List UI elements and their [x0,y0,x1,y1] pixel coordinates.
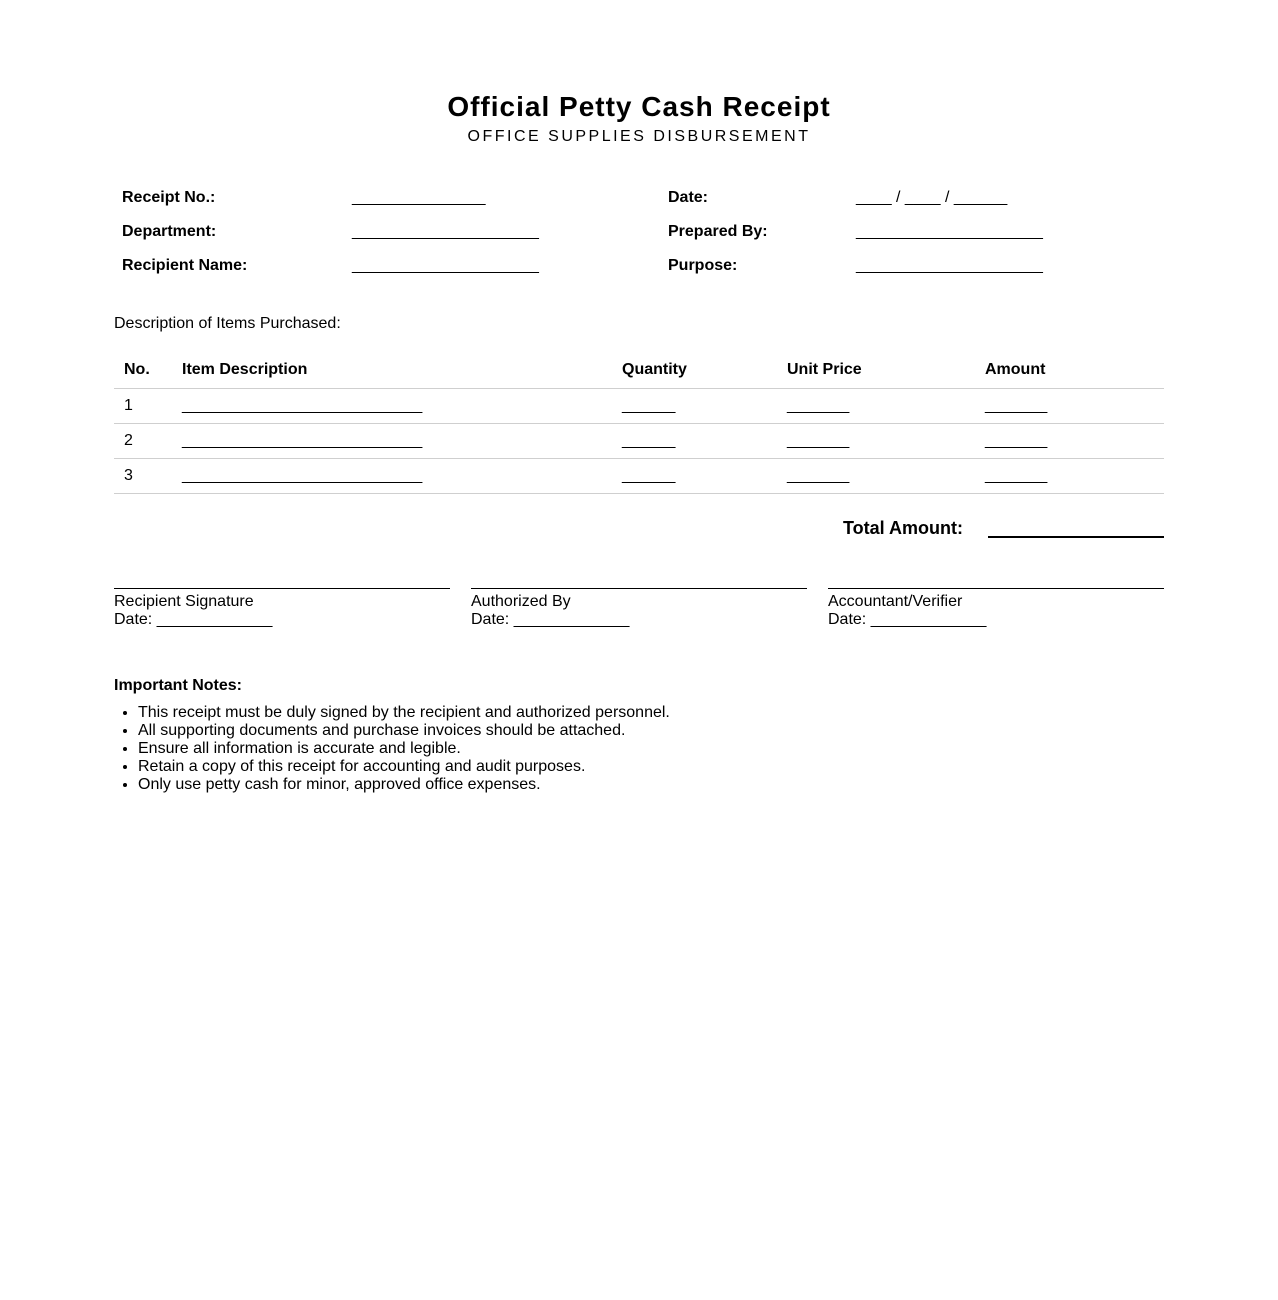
unit-price-field[interactable]: _______ [777,424,975,459]
page-subtitle: OFFICE SUPPLIES DISBURSEMENT [467,128,811,145]
amount-field[interactable]: _______ [975,424,1164,459]
recipient-name-field[interactable]: _____________________ [352,257,539,274]
purpose-label: Purpose: [668,257,738,274]
row-number: 2 [114,424,172,459]
date-label: Date: [668,189,709,206]
prepared-by-label: Prepared By: [668,223,768,240]
recipient-signature-label: Recipient Signature [114,593,254,610]
recipient-signature-line[interactable] [114,588,450,589]
table-row [114,389,1164,424]
column-header-no: No. [114,352,172,389]
info-row-2 [114,220,1164,254]
row-number: 1 [114,389,172,424]
total-amount-field[interactable] [988,536,1164,538]
recipient-name-label: Recipient Name: [122,257,248,274]
table-row [114,424,1164,459]
accountant-verifier-date[interactable]: Date: _____________ [828,611,987,628]
total-amount-label: Total Amount: [843,518,963,538]
quantity-field[interactable]: ______ [612,459,777,494]
column-header-amount: Amount [975,352,1164,389]
unit-price-field[interactable]: _______ [777,389,975,424]
recipient-signature-block [114,588,450,629]
authorized-by-label: Authorized By [471,593,571,610]
purpose-field[interactable]: _____________________ [856,257,1043,274]
amount-field[interactable]: _______ [975,389,1164,424]
list-item: • Retain a copy of this receipt for accounting and audit purposes. [138,758,1164,776]
total-amount-row [114,516,1164,544]
table-row [114,459,1164,494]
item-description-field[interactable]: ___________________________ [172,389,612,424]
items-table-header [114,352,1164,389]
quantity-field[interactable]: ______ [612,424,777,459]
row-number: 3 [114,459,172,494]
list-item: • This receipt must be duly signed by the recipient and authorized personnel. [138,704,1164,722]
list-item: • Ensure all information is accurate and legible. [138,740,1164,758]
accountant-verifier-block [828,588,1164,629]
amount-field[interactable]: _______ [975,459,1164,494]
important-notes [114,676,1164,794]
signature-section [114,588,1164,648]
receipt-no-label: Receipt No.: [122,189,216,206]
authorized-by-date[interactable]: Date: _____________ [471,611,630,628]
date-field[interactable]: ____ / ____ / ______ [856,189,1008,206]
items-section-label: Description of Items Purchased: [114,315,341,332]
department-field[interactable]: _____________________ [352,223,539,240]
unit-price-field[interactable]: _______ [777,459,975,494]
page-title: Official Petty Cash Receipt [447,91,831,122]
department-label: Department: [122,223,217,240]
list-item: • All supporting documents and purchase invoices should be attached. [138,722,1164,740]
notes-list [114,704,1164,794]
info-row-1 [114,186,1164,220]
items-table [114,352,1164,494]
accountant-verifier-signature-line[interactable] [828,588,1164,589]
recipient-signature-date[interactable]: Date: _____________ [114,611,273,628]
accountant-verifier-label: Accountant/Verifier [828,593,963,610]
column-header-quantity: Quantity [612,352,777,389]
item-description-field[interactable]: ___________________________ [172,424,612,459]
item-description-field[interactable]: ___________________________ [172,459,612,494]
column-header-item-description: Item Description [172,352,612,389]
list-item: • Only use petty cash for minor, approved office expenses. [138,776,1164,794]
authorized-by-signature-line[interactable] [471,588,807,589]
prepared-by-field[interactable]: _____________________ [856,223,1043,240]
quantity-field[interactable]: ______ [612,389,777,424]
receipt-no-field[interactable]: _______________ [352,189,486,206]
info-row-3 [114,254,1164,288]
notes-heading: Important Notes: [114,677,242,694]
receipt-info-grid [114,186,1164,288]
column-header-unit-price: Unit Price [777,352,975,389]
authorized-by-block [471,588,807,629]
